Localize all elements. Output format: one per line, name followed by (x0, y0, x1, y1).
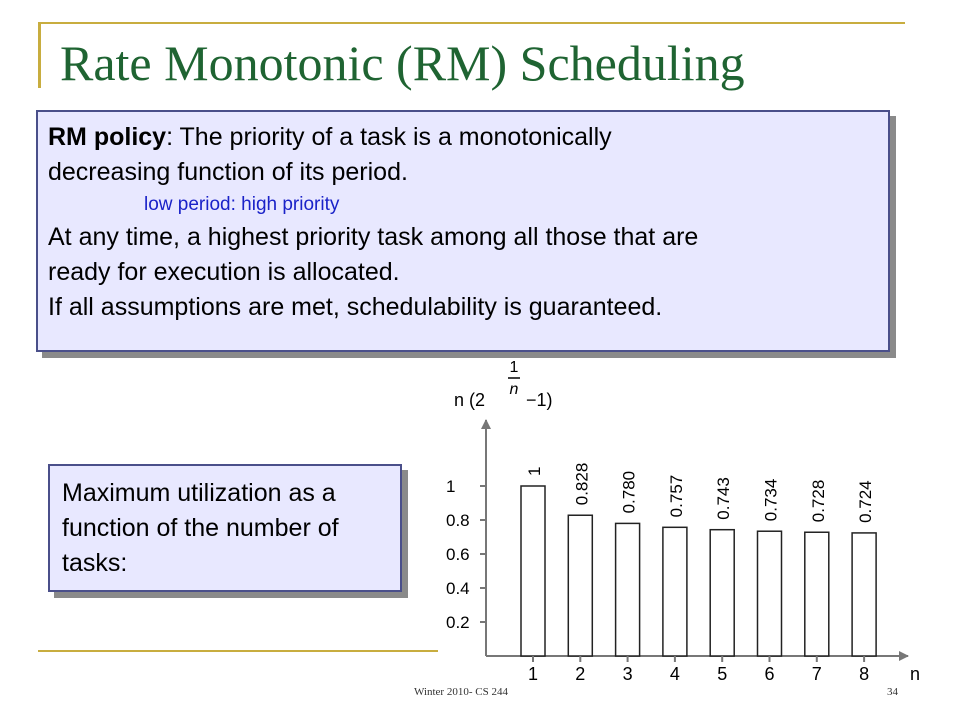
policy-line-4: ready for execution is allocated. (48, 258, 400, 286)
policy-line-5: If all assumptions are met, schedulability is guaranteed. (48, 293, 663, 321)
x-tick-label: 6 (764, 664, 775, 684)
utilization-bar-chart (430, 352, 930, 688)
bar-value-label: 0.780 (619, 470, 639, 514)
y-tick-label: 0.4 (446, 579, 470, 598)
policy-subnote: low period: high priority (144, 194, 340, 215)
max-utilization-box: Maximum utilization as a function of the number of tasks: (48, 464, 402, 592)
policy-line-3: At any time, a highest priority task among all those that are (48, 223, 699, 251)
bar-value-label: 0.757 (666, 474, 686, 518)
bar (616, 523, 640, 656)
x-tick-label: 4 (669, 664, 680, 684)
x-tick-label: 3 (622, 664, 633, 684)
policy-line-2: decreasing function of its period. (48, 158, 408, 186)
policy-line-1-rest: : The priority of a task is a monotonically (166, 123, 612, 151)
bar (710, 530, 734, 656)
bar-value-label: 0.743 (714, 477, 734, 520)
title-accent-vertical-line (38, 22, 41, 88)
footer-accent-line (38, 650, 438, 652)
footer-course: Winter 2010- CS 244 (414, 686, 508, 698)
bar-value-label: 0.734 (761, 478, 781, 522)
bar (805, 532, 829, 656)
policy-line-1 (48, 120, 878, 155)
bar-value-label: 1 (525, 466, 544, 476)
slide-title: Rate Monotonic (RM) Scheduling (60, 35, 745, 91)
y-tick-label: 0.8 (446, 511, 470, 530)
y-axis-label-prefix: n (2 (454, 390, 486, 410)
bar (521, 486, 545, 656)
rm-policy-box (36, 110, 890, 352)
bar (852, 533, 876, 656)
y-axis-label-exponent-denominator: n (509, 381, 519, 398)
x-tick-label: 1 (527, 664, 539, 684)
x-axis-label: n (910, 664, 921, 684)
bar-value-label: 0.724 (856, 480, 876, 523)
x-tick-label: 8 (859, 664, 870, 684)
bar-value-label: 0.828 (572, 462, 592, 506)
bar-value-label: 0.728 (808, 479, 828, 523)
policy-bold-label: RM policy (48, 123, 167, 151)
bar (568, 515, 592, 656)
y-axis-label-exponent-numerator: 1 (509, 359, 519, 376)
title-accent-top-line (38, 22, 905, 24)
y-tick-label: 0.2 (446, 613, 470, 632)
x-tick-label: 7 (811, 664, 822, 684)
y-axis-label-suffix: −1) (526, 390, 553, 410)
x-tick-label: 5 (717, 664, 728, 684)
x-tick-label: 2 (575, 664, 586, 684)
chart-plot-area (446, 359, 920, 684)
y-tick-label: 0.6 (446, 545, 470, 564)
bar (663, 527, 687, 656)
bar (758, 531, 782, 656)
y-tick-label: 1 (446, 477, 456, 496)
footer-page-number: 34 (887, 686, 898, 698)
